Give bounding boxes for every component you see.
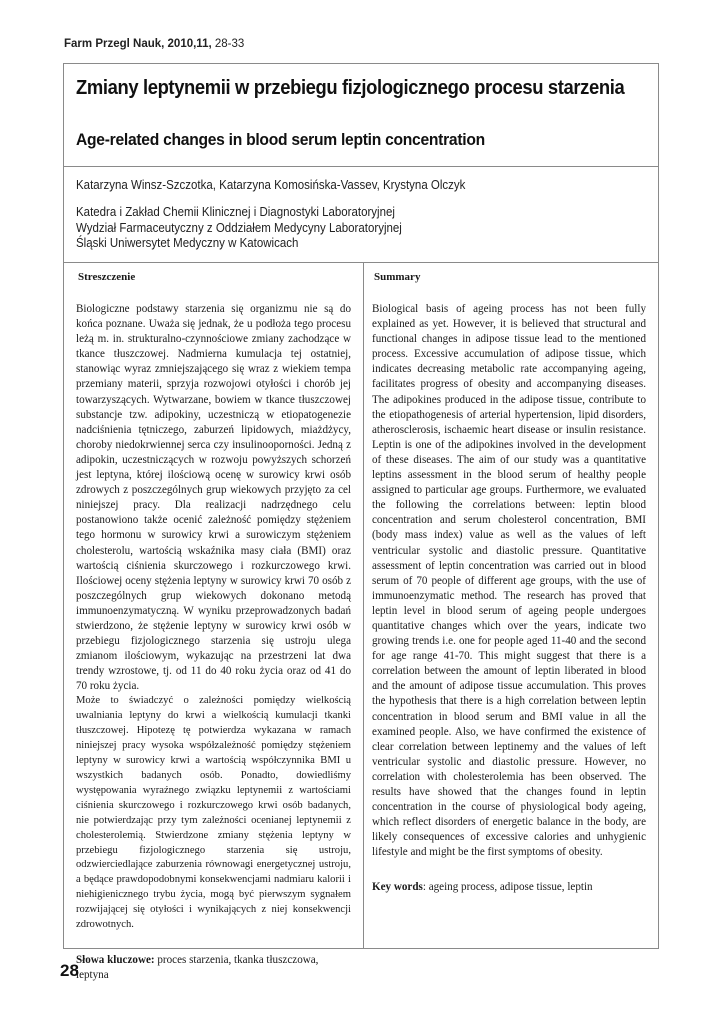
streszczenie-heading: Streszczenie — [78, 271, 136, 283]
streszczenie-text: Biologiczne podstawy starzenia się organizmu nie są do końca poznane. Uważa się jednak, że u podłoża tego procesu leżą m. in. strukturalno-czynnościowe zmiany zachodzące w tkance tłuszczowej. Nadmierna kumulacja tej ostatniej, stanowiąc wyraz zmniejszającego się wraz z wiekiem tempa przemiany materii, sprzyja rozwojowi otyłości i chorób jej towarzyszących. Wytwarzane, bowiem w tkance tłuszczowej substancje tzw. adipokiny, uczestniczą w etiopatogenezie nadciśnienia tętniczego, zaburzeń lipidowych, miażdżycy, choroby niedokrwiennej serca czy insulinooporności. Jedną z adipokin, uczestniczących w rozwoju powyższych schorzeń jest leptyna, której ilościową ocenę w surowicy krwi osób zdrowych z poszczególnych grup wiekowych przyjęto za cel niniejszej pracy. Dla realizacji nadrzędnego celu postanowiono także ocenić zależność pomiędzy stężeniem tego hormonu w surowicy krwi a surowiczym stężeniem cholesterolu, wartością wskaźnika masy ciała (BMI) oraz wartością ciśnienia skurczowego i rozkurczowego krwi. Ilościowej oceny stężenia leptyny w surowicy krwi 70 osób z poszczególnych grup wiekowych dokonano metodą immunoenzymatyczną. W wyniku przeprowadzonych badań stwierdzono, że stężenie leptyny w surowicy krwi osób w przebiegu fizjologicznego starzenia się ustroju ulega zmianom ilościowym, wykazując na przestrzeni lat dwa trendy wzrostowe, tj. od 11 do 40 roku życia oraz od 41 do 70 roku życia. — [76, 303, 351, 693]
summary-text: Biological basis of ageing process has not been fully explained as yet. However, it is believed that structural and functional changes in adipose tissue lead to the mentioned process. Excessive accumulation of adipose tissue, which indicates decreasing metabolic rate accompanying ageing, facilitates progress of obesity and accompanying diseases. The adipokines produced in the adipose tissue, contribute to the etiopathogenesis of arterial hypertension, lipid disorders, atherosclerosis, ischaemic heart disease or insulin resistance. Leptin is one of the adipokines involved in the development of these diseases. The aim of our study was a quantitative leptins assessment in the blood serum of healthy people assigned to particular age groups. Furthermore, we evaluated the following the correlations between: leptin blood concentration and serum cholesterol concentration, BMI (body mass index) value as well as the values of left ventricular systolic and diastolic pressure. Quantitative assessment of leptin concentration was carried out in blood serum of 70 people of different age groups, with the use of immunoenzymatic method. The research has proved that leptin level in blood serum of ageing people undergoes quantitative changes which over the years, indicate two growing trends i.e. one for people aged 11-40 and the second for age range 41-70. This might suggest that there is a correlation between the amount of leptin liberated in blood and the amount of adipose tissue accumulation. This proves the hypothesis that there is a high correlation between leptin concentration in blood serum and BMI value in all the examined people. Also, we have confirmed the existence of clear correlation between leptinemy and the values of left ventricular systolic and diastolic pressure. However, no correlation with cholesterolemia has been observed. The results have showed that the changes found in leptin concentration in the course of physiological body ageing, which reflect disorders of energetic balance in the body, are likely consequences of excessive calories and unhygienic lifestyle and might be the first symptoms of obesity. — [372, 303, 646, 859]
journal-reference — [64, 38, 244, 50]
affiliation-line: Wydział Farmaceutyczny z Oddziałem Medycyny Laboratoryjnej — [76, 220, 402, 235]
keywords-polish-value: proces starzenia, tkanka tłuszczowa, leptyna — [76, 953, 319, 982]
keywords-polish-label: Słowa kluczowe: — [76, 953, 155, 966]
page-number: 28 — [60, 961, 79, 980]
summary-heading: Summary — [374, 271, 421, 283]
title-english: Age-related changes in blood serum leptin concentration — [76, 130, 485, 149]
keywords-english-label: Key words — [372, 881, 423, 894]
abstract-polish-column — [64, 263, 363, 983]
authors: Katarzyna Winsz-Szczotka, Katarzyna Komosińska-Vassev, Krystyna Olczyk — [76, 178, 466, 192]
author-block — [64, 167, 658, 263]
keywords-polish — [76, 953, 351, 983]
journal-pages: 28-33 — [214, 38, 245, 50]
affiliation — [76, 205, 402, 252]
affiliation-line: Śląski Uniwersytet Medyczny w Katowicach — [76, 236, 299, 250]
streszczenie-text-continued: Może to świadczyć o zależności pomiędzy wielkością uwalniania leptyny do krwi a wielkością kumulacji tkanki tłuszczowej. Hipotezę tę potwierdza wykazana w ramach niniejszej pracy wysoka współzależność pomiędzy stężeniem leptyny w surowicy krwi a wartością współczynnika BMI u wszystkich badanych osób. Ponadto, dowiedliśmy występowania wyraźnego związku leptynemii z wartościami ciśnienia skurczowego i rozkurczowego krwi osób badanych, nie potwierdzając przy tym zależności ocenianej leptynemii z cholesterolemią. Stwierdzone zmiany stężenia leptyny w przebiegu fizjologicznego starzenia się ustroju, odzwierciedlające zaburzenia równowagi energetycznej ustroju, a będące prawdopodobnymi konsekwencjami nadmiaru kalorii i niehigienicznego trybu życia, mogą być pierwszym sygnałem rozwijającej się otyłości i wynikających z niej konsekwencji zdrowotnych. — [76, 695, 351, 931]
abstract-english-column — [364, 263, 658, 896]
keywords-english-value: : ageing process, adipose tissue, leptin — [422, 881, 593, 894]
journal-citation: Farm Przegl Nauk, 2010,11, — [64, 38, 212, 50]
affiliation-line: Katedra i Zakład Chemii Klinicznej i Diagnostyki Laboratoryjnej — [76, 205, 395, 219]
title-block — [64, 64, 658, 167]
keywords-english — [372, 880, 646, 895]
title-polish: Zmiany leptynemii w przebiegu fizjologicznego procesu starzenia — [76, 77, 625, 99]
